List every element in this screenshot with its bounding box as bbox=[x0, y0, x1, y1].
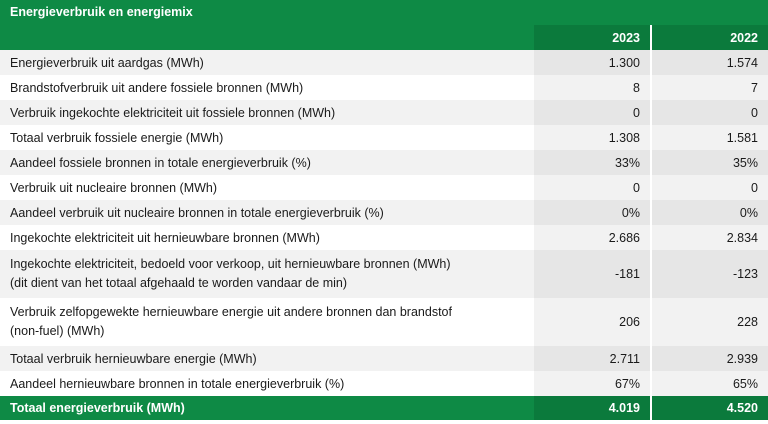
value-2023: 33% bbox=[534, 150, 651, 175]
value-2022: 7 bbox=[651, 75, 768, 100]
row-label: Totaal verbruik hernieuwbare energie (MWh) bbox=[0, 346, 534, 371]
value-2022: -123 bbox=[651, 250, 768, 298]
total-label: Totaal energieverbruik (MWh) bbox=[0, 396, 534, 420]
table-row bbox=[0, 175, 768, 200]
value-2022: 2.834 bbox=[651, 225, 768, 250]
total-2022: 4.520 bbox=[651, 396, 768, 420]
value-2023: 0 bbox=[534, 100, 651, 125]
total-2023: 4.019 bbox=[534, 396, 651, 420]
value-2022: 1.574 bbox=[651, 50, 768, 75]
row-label: Ingekochte elektriciteit uit hernieuwbare bronnen (MWh) bbox=[0, 225, 534, 250]
header-2022: 2022 bbox=[651, 25, 768, 50]
table-row bbox=[0, 100, 768, 125]
value-2023: 1.300 bbox=[534, 50, 651, 75]
table-row bbox=[0, 50, 768, 75]
table-row bbox=[0, 346, 768, 371]
row-label-line: (non-fuel) (MWh) bbox=[10, 324, 105, 338]
row-label: Verbruik ingekochte elektriciteit uit fossiele bronnen (MWh) bbox=[0, 100, 534, 125]
value-2023: 67% bbox=[534, 371, 651, 396]
value-2023: 2.711 bbox=[534, 346, 651, 371]
row-label: Verbruik uit nucleaire bronnen (MWh) bbox=[0, 175, 534, 200]
value-2023: 2.686 bbox=[534, 225, 651, 250]
value-2022: 0 bbox=[651, 175, 768, 200]
row-label: Aandeel verbruik uit nucleaire bronnen in totale energieverbruik (%) bbox=[0, 200, 534, 225]
header-label bbox=[0, 25, 534, 50]
value-2023: 1.308 bbox=[534, 125, 651, 150]
row-label bbox=[0, 298, 534, 346]
table-row bbox=[0, 125, 768, 150]
row-label-line: (dit dient van het totaal afgehaald te worden vandaar de min) bbox=[10, 276, 348, 290]
energy-table bbox=[0, 25, 768, 420]
value-2022: 0 bbox=[651, 100, 768, 125]
row-label: Aandeel fossiele bronnen in totale energieverbruik (%) bbox=[0, 150, 534, 175]
row-label-line: Verbruik zelfopgewekte hernieuwbare energie uit andere bronnen dan brandstof bbox=[10, 305, 452, 319]
row-label: Totaal verbruik fossiele energie (MWh) bbox=[0, 125, 534, 150]
table-row bbox=[0, 250, 768, 298]
table-row bbox=[0, 371, 768, 396]
header-row bbox=[0, 25, 768, 50]
table-title: Energieverbruik en energiemix bbox=[0, 0, 768, 25]
value-2022: 2.939 bbox=[651, 346, 768, 371]
value-2023: -181 bbox=[534, 250, 651, 298]
table-row bbox=[0, 75, 768, 100]
row-label: Aandeel hernieuwbare bronnen in totale energieverbruik (%) bbox=[0, 371, 534, 396]
table-row bbox=[0, 298, 768, 346]
value-2023: 8 bbox=[534, 75, 651, 100]
value-2022: 0% bbox=[651, 200, 768, 225]
table-row bbox=[0, 150, 768, 175]
value-2023: 206 bbox=[534, 298, 651, 346]
row-label bbox=[0, 250, 534, 298]
table-row bbox=[0, 225, 768, 250]
row-label-line: Ingekochte elektriciteit, bedoeld voor verkoop, uit hernieuwbare bronnen (MWh) bbox=[10, 257, 451, 271]
value-2022: 228 bbox=[651, 298, 768, 346]
value-2022: 35% bbox=[651, 150, 768, 175]
value-2023: 0% bbox=[534, 200, 651, 225]
row-label: Energieverbruik uit aardgas (MWh) bbox=[0, 50, 534, 75]
row-label: Brandstofverbruik uit andere fossiele bronnen (MWh) bbox=[0, 75, 534, 100]
header-2023: 2023 bbox=[534, 25, 651, 50]
table-row bbox=[0, 200, 768, 225]
total-row bbox=[0, 396, 768, 420]
value-2022: 65% bbox=[651, 371, 768, 396]
value-2022: 1.581 bbox=[651, 125, 768, 150]
value-2023: 0 bbox=[534, 175, 651, 200]
